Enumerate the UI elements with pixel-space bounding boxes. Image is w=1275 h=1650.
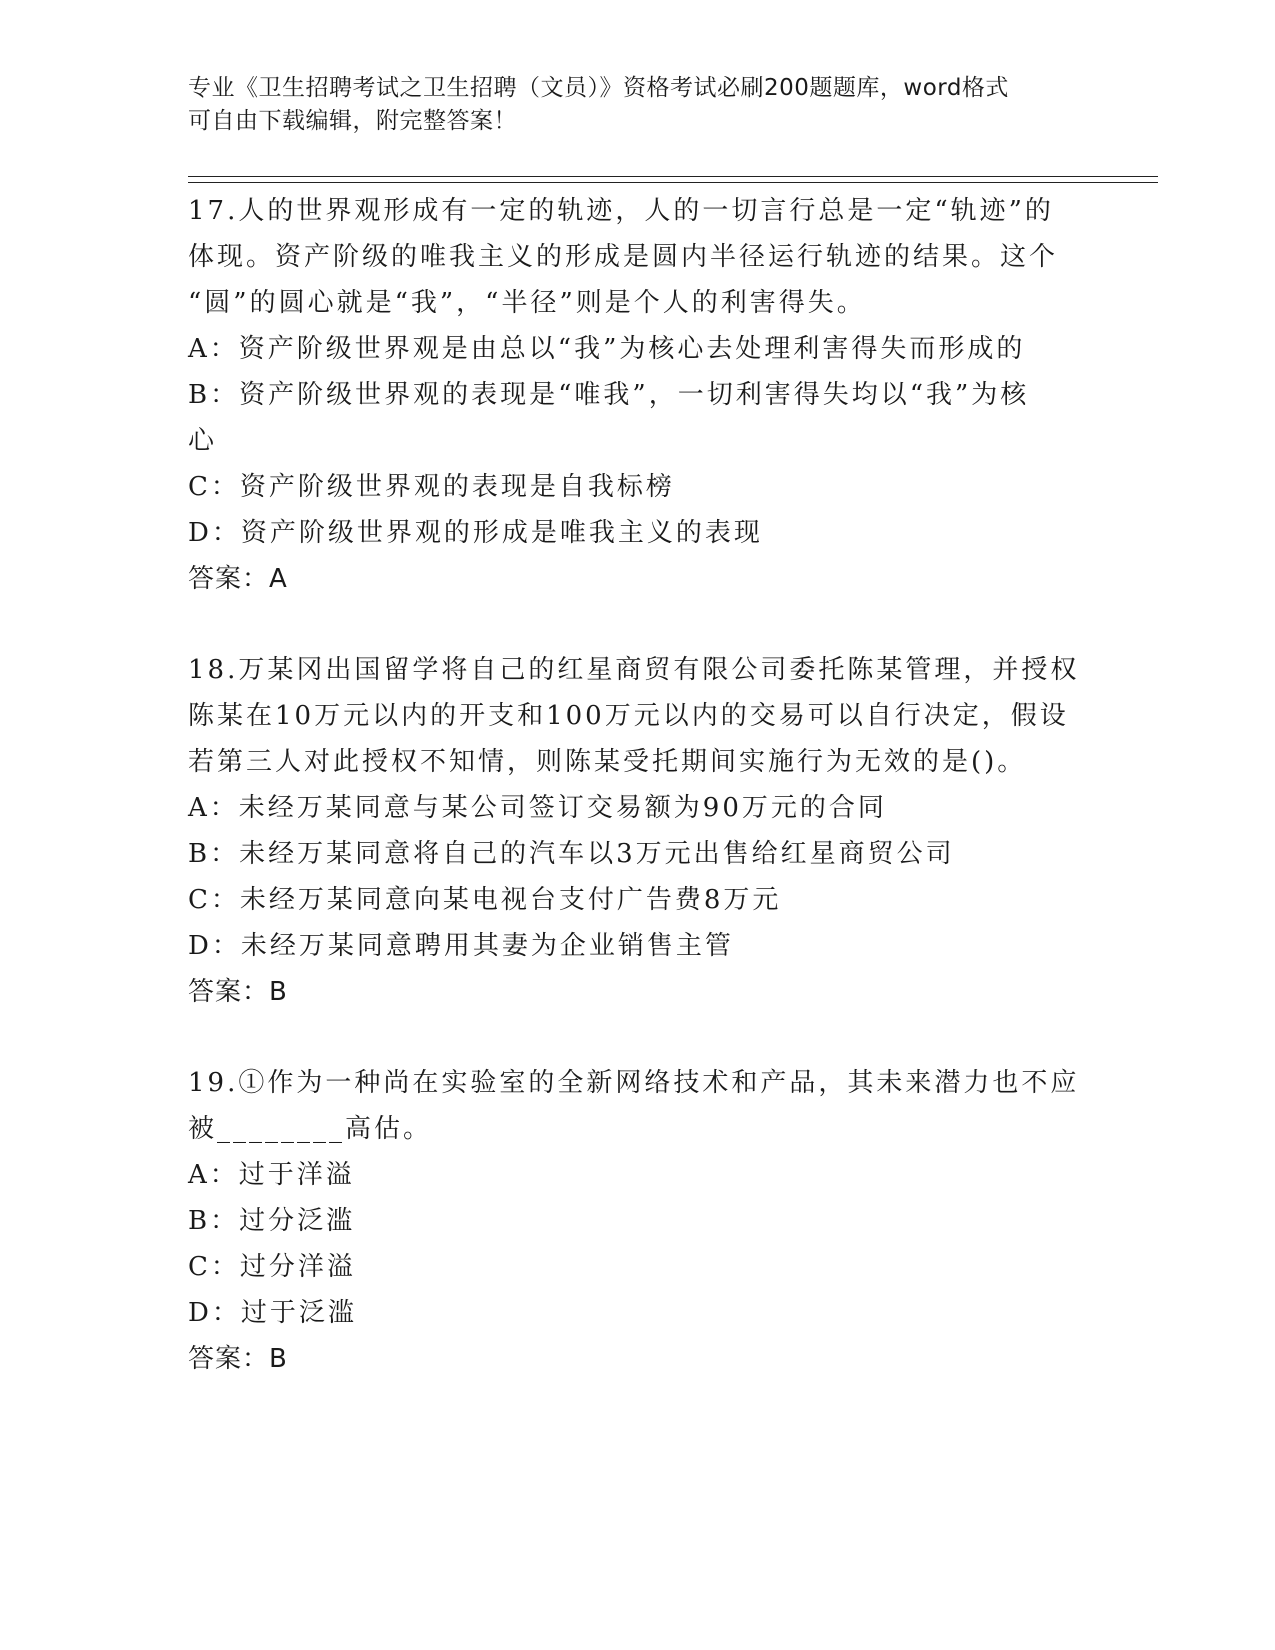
- option-d: D：未经万某同意聘用其妻为企业销售主管: [188, 931, 734, 961]
- header-divider-bottom: [188, 182, 1158, 183]
- question-text-line: 陈某在10万元以内的开支和100万元以内的交易可以自行决定，假设: [188, 701, 1069, 731]
- option-a: A：未经万某同意与某公司签订交易额为90万元的合同: [188, 793, 887, 823]
- answer: 答案：B: [188, 977, 288, 1007]
- option-a: A：资产阶级世界观是由总以“我”为核心去处理利害得失而形成的: [188, 334, 1026, 364]
- question-text-line: 被________高估。: [188, 1114, 433, 1144]
- option-d: D：资产阶级世界观的形成是唯我主义的表现: [188, 518, 763, 548]
- option-b: B：过分泛滥: [188, 1206, 356, 1236]
- answer: 答案：A: [188, 564, 288, 594]
- question-text-line: 若第三人对此授权不知情，则陈某受托期间实施行为无效的是()。: [188, 747, 1027, 777]
- option-a: A：过于洋溢: [188, 1160, 355, 1190]
- question-text-line: 19.①作为一种尚在实验室的全新网络技术和产品，其未来潜力也不应: [188, 1068, 1080, 1098]
- header-line-2: 可自由下载编辑，附完整答案！: [188, 108, 517, 134]
- question-text-line: “圆”的圆心就是“我”，“半径”则是个人的利害得失。: [188, 288, 866, 318]
- question-19: [188, 1060, 1088, 1382]
- question-18: [188, 647, 1088, 1015]
- question-text-line: 体现。资产阶级的唯我主义的形成是圆内半径运行轨迹的结果。这个: [188, 242, 1059, 272]
- option-d: D：过于泛滥: [188, 1298, 357, 1328]
- header-line-1: 专业《卫生招聘考试之卫生招聘（文员）》资格考试必刷200题题库，word格式: [188, 75, 1009, 101]
- option-b: B：资产阶级世界观的表现是“唯我”，一切利害得失均以“我”为核: [188, 380, 1030, 410]
- option-b-continued: 心: [188, 426, 218, 456]
- document-header: [188, 72, 1068, 138]
- question-text-line: 18.万某冈出国留学将自己的红星商贸有限公司委托陈某管理，并授权: [188, 655, 1080, 685]
- option-c: C：未经万某同意向某电视台支付广告费8万元: [188, 885, 782, 915]
- option-c: C：资产阶级世界观的表现是自我标榜: [188, 472, 675, 502]
- header-divider-top: [188, 176, 1158, 177]
- answer: 答案：B: [188, 1344, 288, 1374]
- question-17: [188, 188, 1088, 602]
- option-c: C：过分洋溢: [188, 1252, 356, 1282]
- option-b: B：未经万某同意将自己的汽车以3万元出售给红星商贸公司: [188, 839, 955, 869]
- question-text-line: 17.人的世界观形成有一定的轨迹，人的一切言行总是一定“轨迹”的: [188, 196, 1054, 226]
